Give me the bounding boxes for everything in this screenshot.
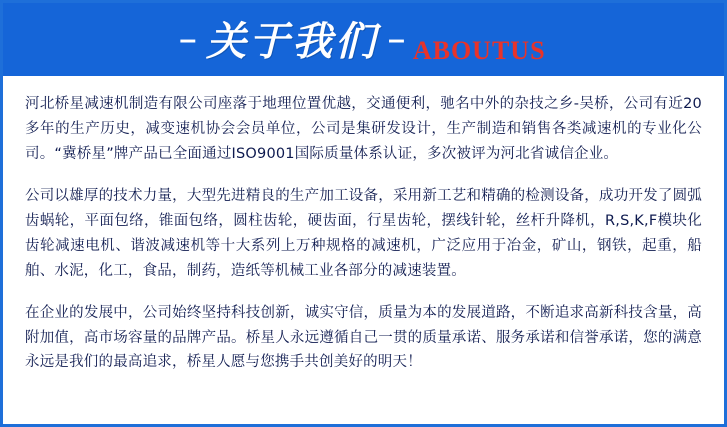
page-title-english: ABOUTUS <box>412 35 546 65</box>
header-title-group <box>179 17 547 65</box>
paragraph-technical-capability: 公司以雄厚的技术力量，大型先进精良的生产加工设备，采用新工艺和精确的检测设备，成功开发了圆弧齿蜗轮，平面包络，锥面包络，圆柱齿轮，硬齿面，行星齿轮，摆线针轮，丝杆升降机，R,S,K,F模块化齿轮减速电机、谐波减速机等十大系列上万种规格的减速机，广泛应用于冶金，矿山，钢铁，起重，船舶、水泥，化工，食品，制药，造纸等机械工业各部分的减速装置。 <box>25 187 702 279</box>
paragraph-company-intro: 河北桥星减速机制造有限公司座落于地理位置优越，交通便利，驰名中外的杂技之乡-吴桥，公司有近20多年的生产历史，减变速机协会会员单位，公司是集研发设计，生产制造和销售各类减速机的专业化公司。“冀桥星”牌产品已全面通过ISO9001国际质量体系认证，多次被评为河北省诚信企业。 <box>25 96 702 162</box>
dash-left-decoration: – <box>179 22 197 56</box>
page-title-chinese: 关于我们 <box>206 17 379 65</box>
dash-right-decoration: – <box>388 22 405 56</box>
about-body <box>3 76 724 385</box>
paragraph-company-vision: 在企业的发展中，公司始终坚持科技创新，诚实守信，质量为本的发展道路，不断追求高新科技含量，高附加值，高市场容量的品牌产品。桥星人永远遵循自己一贯的质量承诺、服务承诺和信誉承诺，您的满意永远是我们的最高追求，桥星人愿与您携手共创美好的明天！ <box>25 304 702 371</box>
page-header-banner <box>3 3 724 76</box>
